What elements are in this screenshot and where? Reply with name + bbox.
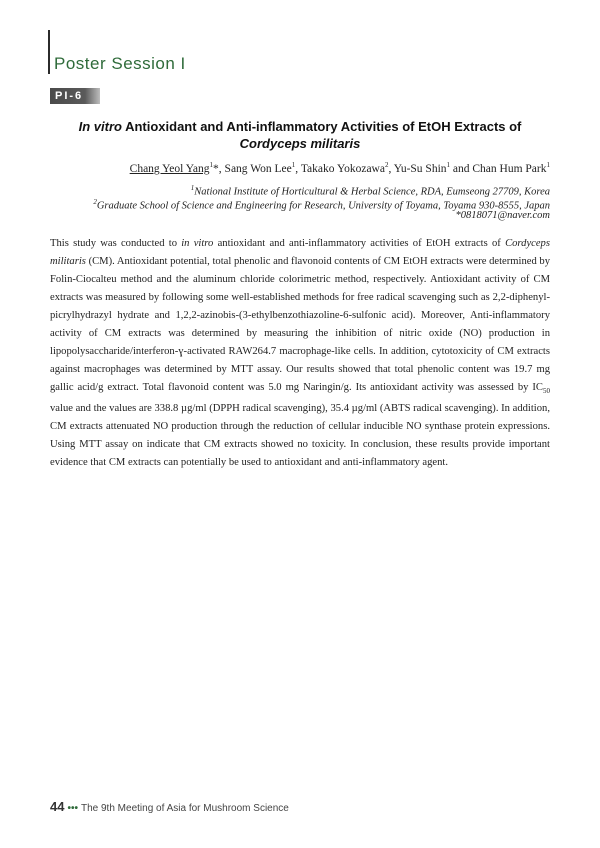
- header-vertical-rule: [48, 30, 50, 74]
- abstract-text-4: value and the values are 338.8 µg/ml (DPPH radical scavenging), 35.4 µg/ml (ABTS radical scavenging). In addition, CM extracts attenuated NO production through the reduction of cellular inducible NO synthase protein expressions. Using MTT assay on indicate that CM extracts showed no toxicity. In conclusion, these results provide important evidence that CM extracts can potentially be used to antioxidant and anti-inflammatory agent.: [50, 403, 550, 469]
- title-line-1: [50, 118, 550, 135]
- affiliation-1-text: National Institute of Horticultural & Herbal Science, RDA, Eumseong 27709, Korea: [194, 186, 550, 198]
- author-3: Takako Yokozawa: [300, 162, 385, 175]
- author-5-sup: 1: [546, 161, 550, 169]
- abstract-italic-1: in vitro: [181, 238, 214, 249]
- abstract-italic-2: Cordyceps militaris: [50, 238, 550, 267]
- title-line-2: [50, 135, 550, 152]
- title-line-1-rest: Antioxidant and Anti-inflammatory Activities of EtOH Extracts of: [121, 119, 522, 134]
- footer-meeting-name: The 9th Meeting of Asia for Mushroom Science: [80, 803, 289, 814]
- corresponding-email: *0818071@naver.com: [455, 210, 550, 221]
- author-3-sup: 2: [384, 161, 389, 169]
- affiliation-2-sup: 2: [93, 198, 97, 206]
- author-list: Chang Yeol Yang$^1$*, Sang Won Lee$^1$, Takako Yokozawa$^2$, Yu-Su Shin$^1$ and Chan Hum Park$^1$: [129, 161, 550, 175]
- poster-code-badge: PI-6: [50, 88, 100, 104]
- page-footer: [50, 799, 289, 814]
- abstract-text-1: This study was conducted to: [50, 238, 182, 249]
- author-4-sup: 1: [446, 161, 451, 169]
- abstract-text-3: (CM). Antioxidant potential, total phenolic and flavonoid contents of CM EtOH extracts were determined by Folin-Ciocalteu method and the aluminum chloride colorimetric method, respectively. Antioxidant activity of CM extracts was measured by following some well-established methods for free radical scavenging such as 2,2-diphenyl-picrylhydrazyl hydrate and 1,2,2-azinobis-(3-ethylbenzothiazoline-6-sulfonic acid). Moreover, Anti-inflammatory activity of CM extracts was determined by measuring the inhibition of nitric oxide (NO) production in lipopolysaccharide/interferon-ɣ-activated RAW264.7 macrophage-like cells. In addition, cytotoxicity of CM extracts against macrophages was determined by MTT assay. Our results showed that total phenolic content was 19.7 mg gallic acid/g extract. Total flavonoid content was 5.0 mg Naringin/g. Its antioxidant activity was assessed by IC: [50, 256, 550, 393]
- author-5: Chan Hum Park: [472, 162, 547, 175]
- author-1: Chang Yeol Yang: [129, 162, 210, 175]
- title-species: Cordyceps militaris: [239, 136, 361, 151]
- title-italic-prefix: In vitro: [78, 119, 122, 134]
- page-number: 44: [50, 799, 65, 814]
- paper-title: [50, 118, 550, 152]
- abstract-body: [50, 235, 550, 472]
- affiliation-2-text: Graduate School of Science and Engineering for Research, University of Toyama, Toyama 930-8555, Japan: [96, 200, 550, 212]
- author-2-sup: 1: [291, 161, 296, 169]
- footer-dots: •••: [67, 803, 78, 814]
- session-heading: Poster Session I: [54, 54, 186, 73]
- author-1-sup: 1: [209, 161, 214, 169]
- author-4: Yu-Su Shin: [393, 162, 447, 175]
- abstract-subscript: 50: [543, 387, 550, 396]
- author-2: Sang Won Lee: [224, 162, 292, 175]
- affiliation-1-sup: 1: [190, 184, 195, 192]
- abstract-text-2: antioxidant and anti-inflammatory activities of EtOH extracts of: [213, 238, 506, 249]
